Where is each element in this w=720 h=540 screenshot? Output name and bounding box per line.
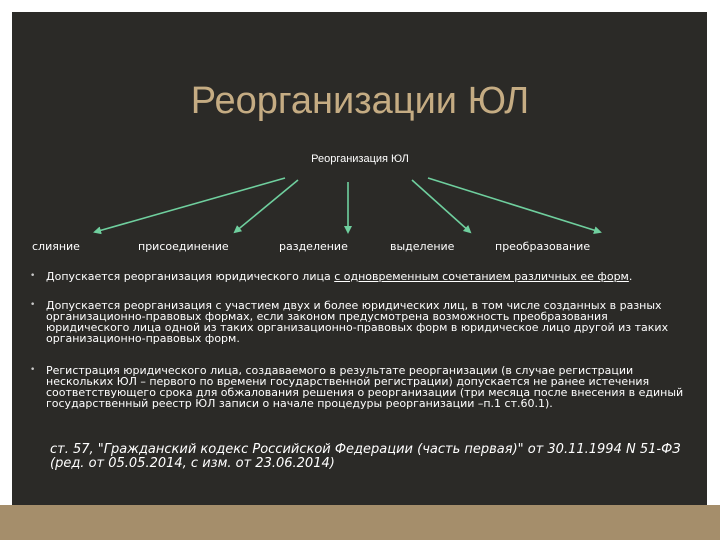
arrow-5 xyxy=(428,178,600,232)
bullet-dot: • xyxy=(30,271,36,281)
bullet-item-3 xyxy=(30,365,690,409)
node-separation: выделение xyxy=(390,240,455,253)
bullet-text-3: Регистрация юридического лица, создаваемого в результате реорганизации (в случае регистрации нескольких ЮЛ – первого по времени государственной регистрации) допускается не ранее истечения соответствующего срока для обжалования решения о реорганизации (три месяца после внесения в единый государственный реестр ЮЛ записи о начале процедуры реорганизации –п.1 ст.60.1). xyxy=(46,364,684,410)
bullet-item-2 xyxy=(30,300,690,344)
bullet-dot: • xyxy=(30,300,36,310)
node-transformation: преобразование xyxy=(495,240,591,253)
bullet-text-1: Допускается реорганизация юридического лица с одновременным сочетанием различных ее форм. xyxy=(46,270,633,283)
bullet-dot: • xyxy=(30,365,36,375)
node-merger: слияние xyxy=(32,240,80,253)
node-division: разделение xyxy=(279,240,348,253)
slide-title: Реорганизации ЮЛ xyxy=(190,80,530,122)
bullet-item-1 xyxy=(30,271,690,282)
bullet-text-2: Допускается реорганизация с участием двух и более юридических лиц, в том числе созданных в разных организационно-правовых формах, если законом предусмотрена возможность преобразования юридического лица одной из таких организационно-правовых форм в юридическое лицо другой из таких организационно-правовых форм. xyxy=(46,299,669,345)
arrow-1 xyxy=(95,178,285,232)
node-accession: присоединение xyxy=(138,240,229,253)
diagram-root-label: Реорганизация ЮЛ xyxy=(311,153,409,165)
arrow-2 xyxy=(235,180,298,232)
citation: ст. 57, "Гражданский кодекс Российской Федерации (часть первая)" от 30.11.1994 N 51-ФЗ (ред. от 05.05.2014, с изм. от 23.06.2014) xyxy=(50,442,681,471)
